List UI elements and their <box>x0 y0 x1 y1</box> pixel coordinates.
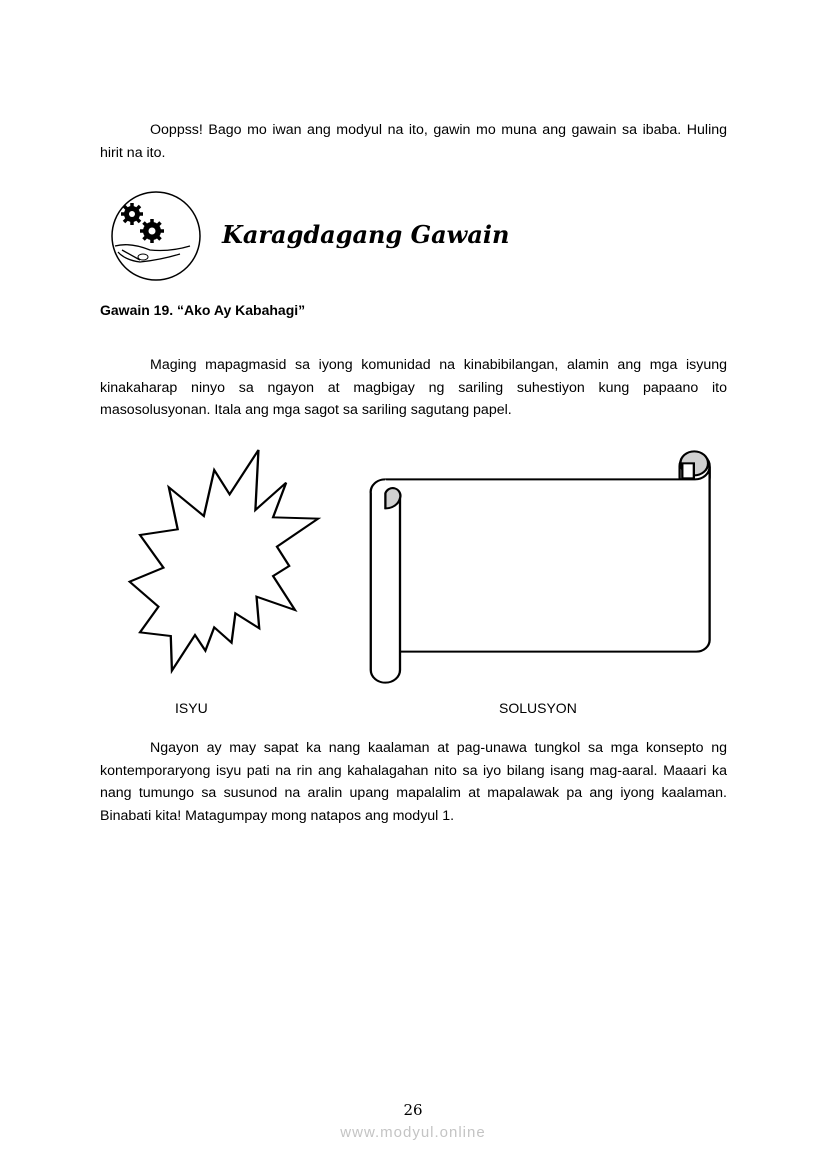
solution-label: SOLUSYON <box>499 700 577 716</box>
issue-starburst <box>130 450 318 671</box>
closing-text: Ngayon ay may sapat ka nang kaalaman at pag-unawa tungkol sa mga konsepto ng kontemporaryong isyu pati na rin ang kahalagahan nito sa iyo bilang isang mag-aaral. Maaari ka nang tumungo sa susunod na aralin upang mapalalim at mapalawak pa ang iyong kaalaman. Binabati kita! Matagumpay mong natapos ang modyul 1. <box>100 740 727 824</box>
activity-figures <box>120 440 720 690</box>
instructions-text: Maging mapagmasid sa iyong komunidad na kinabibilangan, alamin ang mga isyung kinakaharap ninyo sa ngayon at magbigay ng sariling suhestiyon kung papaano ito masosolusyonan. Itala ang mga sagot sa sariling sagutang papel. <box>100 357 727 418</box>
gears-hand-icon <box>110 190 202 282</box>
intro-text: Ooppss! Bago mo iwan ang modyul na ito, gawin mo muna ang gawain sa ibaba. Huling hirit na ito. <box>100 122 727 161</box>
instructions-paragraph <box>100 354 727 422</box>
intro-paragraph <box>100 119 727 164</box>
solution-scroll <box>371 451 710 682</box>
issue-label: ISYU <box>175 700 208 716</box>
section-title: Karagdagang Gawain <box>222 220 510 249</box>
closing-paragraph <box>100 737 727 827</box>
watermark: www.modyul.online <box>340 1124 486 1141</box>
page-number: 26 <box>403 1101 423 1119</box>
activity-title: Gawain 19. “Ako Ay Kabahagi” <box>100 302 306 318</box>
